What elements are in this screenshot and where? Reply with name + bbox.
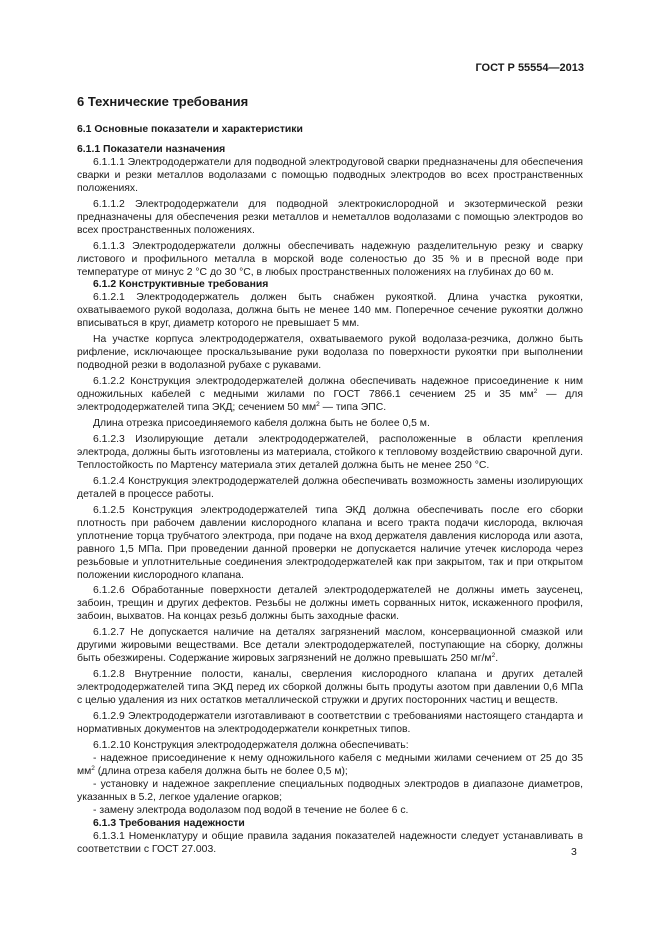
clause-title-6-1-3: 6.1.3 Требования надежности: [93, 817, 245, 829]
paragraph-6-1-2-1-cont: На участке корпуса электрододержателя, охватываемого рукой водолаза-резчика, должно быть рифление, исключающее проскальзывание руки водолаза по поверхности рукоятки при выполнении подводной резки в водолазной рубахе с рукавами.: [77, 334, 583, 372]
text-run: 6.1.2.7 Не допускается наличие на деталях загрязнений маслом, консервационной смазкой или другими жировыми веществами. Все детали электрододержателей, поступающие на сборку, должны быть обезжирены. Содержание жировых загрязнений не должно превышать 250 мг/м: [77, 627, 583, 665]
text-run: .: [495, 653, 499, 665]
paragraph-6-1-2-9: 6.1.2.9 Электрододержатели изготавливают в соответствии с требованиями настоящего стандарта и нормативных документов на электрододержатели конкретных типов.: [77, 711, 583, 735]
paragraph-6-1-2-4: 6.1.2.4 Конструкция электрододержателей должна обеспечивать возможность замены изолирующих деталей в процессе работы.: [77, 475, 583, 500]
list-item: - установку и надежное закрепление специальных подводных электродов в диапазоне диаметров, указанных в 5.2, легкое удаление огарков;: [77, 778, 583, 803]
paragraph-6-1-1-1: 6.1.1.1 Электрододержатели для подводной электродуговой сварки предназначены для обеспечения сварки и резки металлов водолазами с помощью подводных электродов во всех пространственных положениях.: [77, 156, 583, 194]
paragraph-6-1-2-2: [77, 376, 583, 415]
list-item: - замену электрода водолазом под водой в течение не более 6 с.: [93, 804, 409, 816]
superscript: 2: [91, 764, 95, 772]
superscript: 2: [316, 401, 320, 409]
text-run: - надежное присоединение к нему одножильного кабеля с медными жилами сечением от 25 до 35 мм: [77, 752, 583, 777]
paragraph-6-1-1-2: 6.1.1.2 Электрододержатели для подводной электрокислородной и экзотермической резки предназначены для обеспечения резки металлов и неметаллов водолазами с помощью электродов во всех пространственных положениях.: [77, 198, 583, 236]
paragraph-6-1-2-1: 6.1.2.1 Электрододержатель должен быть снабжен рукояткой. Длина участка рукоятки, охватываемого рукой водолаза, должна быть не менее 140 мм. Поперечное сечение рукоятки должно вписываться в круг, диаметр которого не превышает 5 мм.: [77, 292, 583, 330]
text-run: — типа ЭПС.: [319, 402, 387, 414]
paragraph-6-1-1-3: 6.1.1.3 Электрододержатели должны обеспечивать надежную разделительную резку и сварку листового и профильного металла в морской воде соленостью до 35 % и в пресной воде при температуре от минус 2 °С до 30 °С, в любых пространственных положениях на глубинах до 60 м.: [77, 240, 583, 278]
clause-title-6-1-2: 6.1.2 Конструктивные требования: [93, 279, 269, 291]
clause-title-6-1-1: 6.1.1 Показатели назначения: [77, 143, 226, 155]
paragraph-6-1-2-8: 6.1.2.8 Внутренние полости, каналы, сверления кислородного клапана и других деталей электрододержателей типа ЭКД перед их сборкой должны быть продуты азотом при давлении 0,6 МПа с целью удаления из них остатков металлической стружки и других посторонних частиц и веществ.: [77, 669, 583, 707]
superscript: 2: [491, 652, 496, 660]
section-title: 6 Технические требования: [77, 94, 249, 109]
text-run: — для электрододержателей типа ЭКД; сечением 50 мм: [77, 389, 583, 414]
standard-number: ГОСТ Р 55554—2013: [475, 62, 584, 74]
paragraph-6-1-2-5: 6.1.2.5 Конструкция электрододержателей типа ЭКД должна обеспечивать после его сборки плотность при рабочем давлении кислородного клапана и всего тракта подачи кислорода, включая уплотнение торца трубчатого электрода, при подаче на вход держателя давления кислорода или азота, равного 1,5 МПа. При проведении данной проверки не допускается наличие утечек кислорода через резьбовые и уплотнительные соединения электрододержателей как при закрытом, так и при открытом положении кислородного клапана.: [77, 504, 583, 581]
document-body: [77, 92, 583, 857]
paragraph-6-1-3-1: 6.1.3.1 Номенклатуру и общие правила задания показателей надежности следует устанавливать в соответствии с ГОСТ 27.003.: [77, 830, 583, 855]
paragraph-6-1-2-6: 6.1.2.6 Обработанные поверхности деталей электрододержателей не должны иметь заусенец, забоин, трещин и других дефектов. Резьбы не должны иметь сорванных ниток, искаженного профиля, забоин, выхватов. На концах резьб должны быть заходные фаски.: [77, 585, 583, 623]
paragraph-6-1-2-3: 6.1.2.3 Изолирующие детали электрододержателей, расположенные в области крепления электрода, должны быть изготовлены из материала, стойкого к тепловому воздействию сварочной дуги. Теплостойкость по Мартенсу материала этих деталей должна быть не менее 250 °С.: [77, 433, 583, 471]
page-number: 3: [571, 846, 577, 858]
paragraph-6-1-2-10: 6.1.2.10 Конструкция электрододержателя должна обеспечивать:: [93, 739, 409, 751]
paragraph-6-1-2-2-cont: Длина отрезка присоединяемого кабеля должна быть не более 0,5 м.: [93, 418, 430, 430]
subsection-title: 6.1 Основные показатели и характеристики: [77, 124, 303, 135]
paragraph-6-1-2-7: [77, 627, 583, 666]
superscript: 2: [533, 388, 538, 396]
text-run: 6.1.2.2 Конструкция электрододержателей должна обеспечивать надежное присоединение к ним одножильных кабелей с медными жилами по ГОСТ 7866.1 сечением 25 и 35 мм: [77, 376, 583, 401]
list-item: [77, 753, 583, 779]
text-run: (длина отреза кабеля должна быть не более 0,5 м);: [94, 765, 348, 777]
